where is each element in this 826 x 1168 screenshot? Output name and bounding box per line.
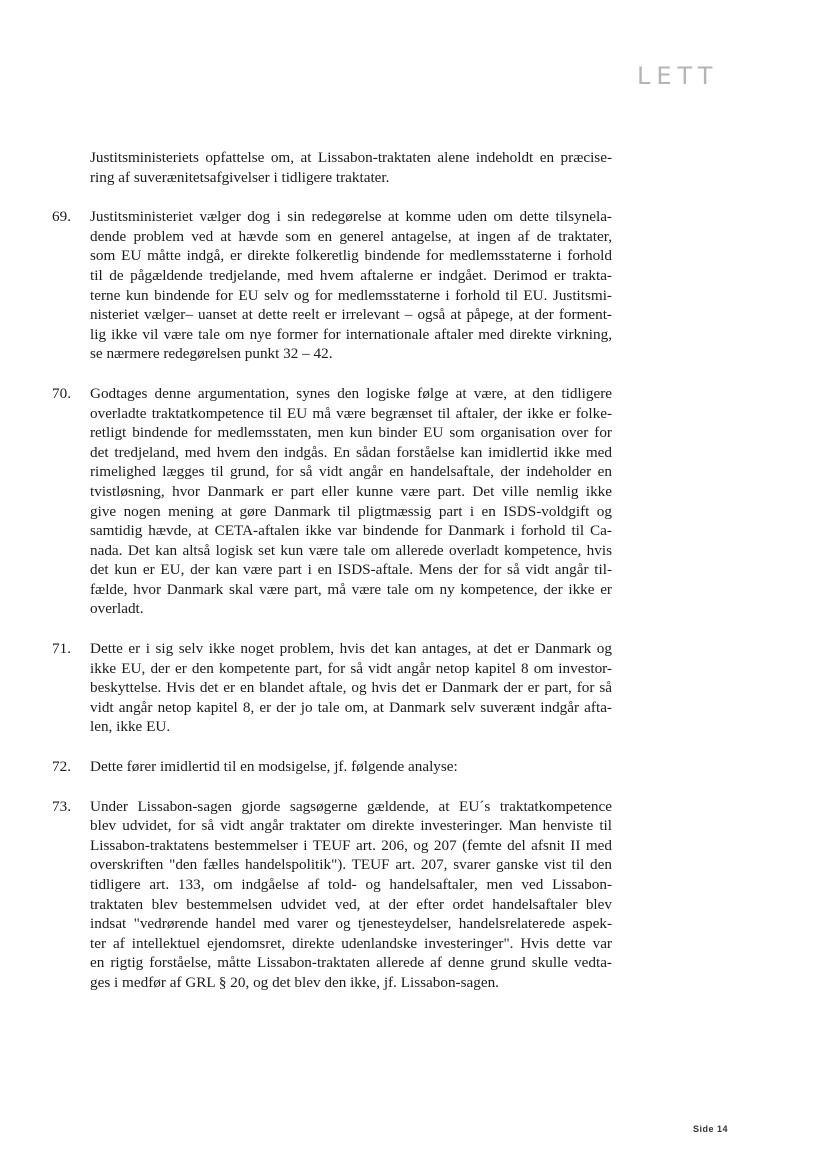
text-line: blev udvidet, for så vidt angår traktater om direkte investeringer. Man henviste til xyxy=(90,817,612,835)
text-line: som EU måtte indgå, er direkte folkeretlig bindende for medlemsstaterne i forhold xyxy=(90,247,612,265)
numbered-paragraph xyxy=(52,757,612,777)
numbered-paragraph xyxy=(52,797,612,993)
text-line: ikke EU, der er den kompetente part, for så vidt angår netop kapitel 8 om investor- xyxy=(90,659,612,677)
text-line: vidt angår netop kapitel 8, er der jo tale om, at Danmark selv suverænt indgår afta- xyxy=(90,698,612,716)
text-line: traktaten blev bestemmelsen udvidet ved, at der efter ordet handelsaftaler blev xyxy=(90,895,612,913)
text-line: Dette fører imidlertid til en modsigelse, jf. følgende analyse: xyxy=(90,758,458,776)
numbered-paragraph xyxy=(52,207,612,364)
text-line: nisteriet vælger– uanset at dette reelt er irrelevant – også at påpege, at der forment- xyxy=(90,306,612,324)
text-line: tvistløsning, hvor Danmark er part eller kunne være part. Det ville nemlig ikke xyxy=(90,482,612,500)
text-line: samtidig hævde, at CETA-aftalen ikke var bindende for Danmark i forhold til Ca- xyxy=(90,522,612,540)
text-line: Godtages denne argumentation, synes den logiske følge at være, at den tidligere xyxy=(90,384,612,402)
text-line: fælde, hvor Danmark skal være part, må være tale om ny kompetence, der ikke er xyxy=(90,580,612,598)
text-line: terne kun bindende for EU selv og for medlemsstaterne i forhold til EU. Justitsmi- xyxy=(90,286,612,304)
paragraph-number: 71. xyxy=(52,640,71,658)
text-line: en rigtig forståelse, måtte Lissabon-traktaten allerede af denne grund skulle vedta- xyxy=(90,954,612,972)
text-line: Dette er i sig selv ikke noget problem, hvis det kan antages, at det er Danmark og xyxy=(90,640,612,658)
page-number: Side 14 xyxy=(692,1124,728,1134)
text-line: til de pågældende tredjelande, med hvem aftalerne er indgået. Derimod er trakta- xyxy=(90,266,612,284)
text-line: give nogen mening at gøre Danmark til pligtmæssig part i en ISDS-voldgift og xyxy=(90,502,612,520)
paragraph-text xyxy=(90,639,612,737)
text-line: rimelighed lægges til grund, for så vidt angår en handelsaftale, der indeholder en xyxy=(90,463,612,481)
paragraph-number: 69. xyxy=(52,208,71,226)
text-line: ring af suverænitetsafgivelser i tidligere traktater. xyxy=(90,168,390,186)
document-body xyxy=(52,148,612,1013)
numbered-paragraph xyxy=(52,148,612,187)
text-line: det tredjeland, med hvem den indgås. En sådan forståelse kan imidlertid ikke med xyxy=(90,443,612,461)
paragraph-text xyxy=(90,384,612,619)
text-line: ges i medfør af GRL § 20, og det blev den ikke, jf. Lissabon-sagen. xyxy=(90,973,499,991)
paragraph-text xyxy=(90,207,612,364)
numbered-paragraph xyxy=(52,639,612,737)
text-line: indsat "vedrørende handel med varer og tjenesteydelser, handelsrelaterede aspek- xyxy=(90,915,612,933)
text-line: se nærmere redegørelsen punkt 32 – 42. xyxy=(90,345,333,363)
paragraph-number: 72. xyxy=(52,758,71,776)
lett-logo xyxy=(637,62,733,90)
text-line: retligt bindende for medlemsstaten, men kun binder EU som organisation over for xyxy=(90,424,612,442)
paragraph-number: 70. xyxy=(52,384,71,402)
text-line: dende problem ved at hævde som en generel antagelse, at ingen af de traktater, xyxy=(90,227,612,245)
text-line: ter af intellektuel ejendomsret, direkte udenlandske investeringer". Hvis dette var xyxy=(90,934,612,952)
paragraph-text xyxy=(90,797,612,993)
text-line: tidligere art. 133, om indgåelse af told- og handelsaftaler, men ved Lissabon- xyxy=(90,876,612,893)
text-line: overladte traktatkompetence til EU må være begrænset til aftaler, der ikke er folke- xyxy=(90,404,612,422)
text-line: Under Lissabon-sagen gjorde sagsøgerne gældende, at EU´s traktatkompetence xyxy=(90,797,612,815)
text-line: nada. Det kan altså logisk set kun være tale om allerede overladt kompetence, hvis xyxy=(90,541,612,559)
paragraph-number: 73. xyxy=(52,797,71,815)
paragraph-text xyxy=(90,757,612,777)
text-line: overladt. xyxy=(90,600,144,618)
logo-text: LETT xyxy=(637,62,719,90)
numbered-paragraph xyxy=(52,384,612,619)
text-line: len, ikke EU. xyxy=(90,718,171,736)
text-line: det kun er EU, der kan være part i en ISDS-aftale. Mens der for så vidt angår til- xyxy=(90,561,612,579)
paragraph-number xyxy=(52,148,90,187)
paragraph-text xyxy=(90,148,612,187)
text-line: Lissabon-traktatens bestemmelser i TEUF art. 206, og 207 (femte del afsnit II med xyxy=(90,836,612,854)
text-line: overskriften "den fælles handelspolitik"). TEUF art. 207, svarer ganske vist til den xyxy=(90,856,612,874)
text-line: beskyttelse. Hvis det er en blandet aftale, og hvis det er Danmark der er part, for så xyxy=(90,679,612,697)
text-line: Justitsministeriet vælger dog i sin redegørelse at komme uden om dette tilsynela- xyxy=(90,208,612,226)
text-line: lig ikke vil være tale om nye former for internationale aftaler med direkte virkning, xyxy=(90,325,612,343)
text-line: Justitsministeriets opfattelse om, at Lissabon-traktaten alene indeholdt en præcise- xyxy=(90,149,612,166)
